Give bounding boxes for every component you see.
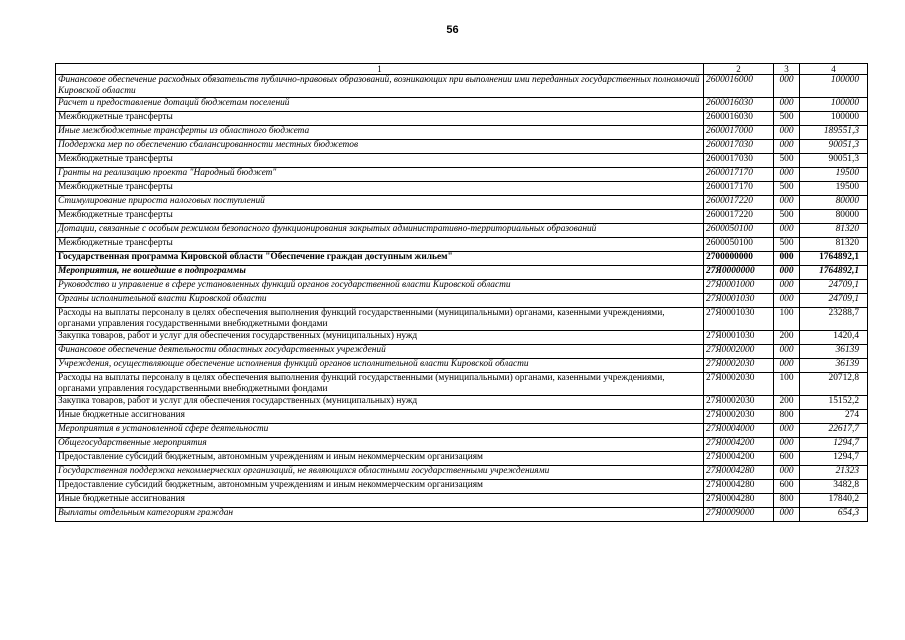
row-name-cell: Мероприятия, не вошедшие в подпрограммы xyxy=(56,266,704,280)
row-expense-type-cell: 000 xyxy=(774,508,800,522)
table-row xyxy=(56,210,868,224)
table-row xyxy=(56,373,868,396)
row-name-cell: Мероприятия в установленной сфере деятельности xyxy=(56,424,704,438)
row-amount-cell: 36139 xyxy=(800,359,868,373)
row-code-cell: 2600016000 xyxy=(704,75,774,98)
table-row xyxy=(56,480,868,494)
row-name-cell: Расчет и предоставление дотаций бюджетам поселений xyxy=(56,98,704,112)
table-row xyxy=(56,410,868,424)
table-row xyxy=(56,196,868,210)
row-code-cell: 27Я0002030 xyxy=(704,410,774,424)
table-row xyxy=(56,508,868,522)
table-row xyxy=(56,280,868,294)
row-code-cell: 2600016030 xyxy=(704,98,774,112)
row-amount-cell: 23288,7 xyxy=(800,308,868,331)
row-code-cell: 2700000000 xyxy=(704,252,774,266)
row-name-cell: Иные бюджетные ассигнования xyxy=(56,494,704,508)
row-expense-type-cell: 800 xyxy=(774,410,800,424)
row-code-cell: 27Я0000000 xyxy=(704,266,774,280)
row-amount-cell: 1764892,1 xyxy=(800,252,868,266)
row-expense-type-cell: 500 xyxy=(774,238,800,252)
row-expense-type-cell: 000 xyxy=(774,424,800,438)
column-header-expense-type: 3 xyxy=(774,64,800,75)
table-row xyxy=(56,331,868,345)
table-row xyxy=(56,168,868,182)
row-amount-cell: 654,3 xyxy=(800,508,868,522)
row-name-cell: Межбюджетные трансферты xyxy=(56,154,704,168)
row-amount-cell: 17840,2 xyxy=(800,494,868,508)
row-expense-type-cell: 100 xyxy=(774,308,800,331)
table-row xyxy=(56,308,868,331)
row-name-cell: Финансовое обеспечение расходных обязательств публично-правовых образований, возникающих при выполнении ими переданных государственных полномочий Кировской области xyxy=(56,75,704,98)
row-expense-type-cell: 000 xyxy=(774,126,800,140)
table-row xyxy=(56,238,868,252)
row-amount-cell: 80000 xyxy=(800,210,868,224)
row-expense-type-cell: 000 xyxy=(774,196,800,210)
row-expense-type-cell: 500 xyxy=(774,154,800,168)
table-row xyxy=(56,75,868,98)
table-row xyxy=(56,224,868,238)
budget-table xyxy=(55,63,868,522)
row-amount-cell: 100000 xyxy=(800,112,868,126)
row-amount-cell: 1764892,1 xyxy=(800,266,868,280)
row-code-cell: 27Я0002000 xyxy=(704,345,774,359)
row-amount-cell: 19500 xyxy=(800,168,868,182)
row-code-cell: 27Я0002030 xyxy=(704,373,774,396)
row-name-cell: Гранты на реализацию проекта "Народный бюджет" xyxy=(56,168,704,182)
row-code-cell: 2600017220 xyxy=(704,196,774,210)
row-expense-type-cell: 600 xyxy=(774,452,800,466)
row-name-cell: Государственная поддержка некоммерческих организаций, не являющихся областными государственными учреждениями xyxy=(56,466,704,480)
row-amount-cell: 1294,7 xyxy=(800,438,868,452)
row-amount-cell: 22617,7 xyxy=(800,424,868,438)
row-expense-type-cell: 000 xyxy=(774,345,800,359)
row-amount-cell: 100000 xyxy=(800,75,868,98)
row-amount-cell: 274 xyxy=(800,410,868,424)
row-amount-cell: 24709,1 xyxy=(800,294,868,308)
row-amount-cell: 90051,3 xyxy=(800,154,868,168)
row-expense-type-cell: 000 xyxy=(774,438,800,452)
row-name-cell: Расходы на выплаты персоналу в целях обеспечения выполнения функций государственными (муниципальными) органами, казенными учреждениями, органами управления государственными внебюджетными фондами xyxy=(56,308,704,331)
row-amount-cell: 81320 xyxy=(800,238,868,252)
table-row xyxy=(56,126,868,140)
row-code-cell: 27Я0004200 xyxy=(704,452,774,466)
table-row xyxy=(56,494,868,508)
row-expense-type-cell: 600 xyxy=(774,480,800,494)
table-row xyxy=(56,154,868,168)
row-expense-type-cell: 000 xyxy=(774,280,800,294)
row-expense-type-cell: 500 xyxy=(774,112,800,126)
row-name-cell: Руководство и управление в сфере установленных функций органов государственной власти Кировской области xyxy=(56,280,704,294)
table-row xyxy=(56,98,868,112)
row-expense-type-cell: 000 xyxy=(774,359,800,373)
row-name-cell: Межбюджетные трансферты xyxy=(56,112,704,126)
table-body xyxy=(56,75,868,522)
row-name-cell: Предоставление субсидий бюджетным, автономным учреждениям и иным некоммерческим организациям xyxy=(56,452,704,466)
table-row xyxy=(56,359,868,373)
row-amount-cell: 15152,2 xyxy=(800,396,868,410)
row-expense-type-cell: 000 xyxy=(774,75,800,98)
row-code-cell: 27Я0001030 xyxy=(704,331,774,345)
row-amount-cell: 90051,3 xyxy=(800,140,868,154)
table-row xyxy=(56,252,868,266)
row-name-cell: Финансовое обеспечение деятельности областных государственных учреждений xyxy=(56,345,704,359)
table-header-row xyxy=(56,64,868,75)
row-code-cell: 2600017170 xyxy=(704,182,774,196)
row-amount-cell: 20712,8 xyxy=(800,373,868,396)
row-code-cell: 27Я0002030 xyxy=(704,359,774,373)
row-name-cell: Стимулирование прироста налоговых поступлений xyxy=(56,196,704,210)
table-row xyxy=(56,112,868,126)
column-header-name: 1 xyxy=(56,64,704,75)
row-name-cell: Закупка товаров, работ и услуг для обеспечения государственных (муниципальных) нужд xyxy=(56,396,704,410)
page-number: 56 xyxy=(446,24,459,36)
row-expense-type-cell: 000 xyxy=(774,224,800,238)
row-expense-type-cell: 000 xyxy=(774,98,800,112)
table-row xyxy=(56,345,868,359)
row-code-cell: 27Я0001030 xyxy=(704,308,774,331)
row-expense-type-cell: 000 xyxy=(774,294,800,308)
table-row xyxy=(56,266,868,280)
row-name-cell: Межбюджетные трансферты xyxy=(56,238,704,252)
row-name-cell: Выплаты отдельным категориям граждан xyxy=(56,508,704,522)
row-code-cell: 27Я0004000 xyxy=(704,424,774,438)
row-code-cell: 2600050100 xyxy=(704,224,774,238)
row-amount-cell: 189551,3 xyxy=(800,126,868,140)
row-amount-cell: 1420,4 xyxy=(800,331,868,345)
row-amount-cell: 100000 xyxy=(800,98,868,112)
row-amount-cell: 81320 xyxy=(800,224,868,238)
row-amount-cell: 21323 xyxy=(800,466,868,480)
row-code-cell: 27Я0009000 xyxy=(704,508,774,522)
row-expense-type-cell: 000 xyxy=(774,466,800,480)
row-expense-type-cell: 500 xyxy=(774,182,800,196)
row-amount-cell: 80000 xyxy=(800,196,868,210)
row-code-cell: 2600016030 xyxy=(704,112,774,126)
row-expense-type-cell: 000 xyxy=(774,168,800,182)
row-code-cell: 27Я0004200 xyxy=(704,438,774,452)
row-name-cell: Межбюджетные трансферты xyxy=(56,182,704,196)
table-row xyxy=(56,396,868,410)
row-name-cell: Государственная программа Кировской области "Обеспечение граждан доступным жильем" xyxy=(56,252,704,266)
row-code-cell: 27Я0004280 xyxy=(704,480,774,494)
row-name-cell: Учреждения, осуществляющие обеспечение исполнения функций органов исполнительной власти Кировской области xyxy=(56,359,704,373)
column-header-amount: 4 xyxy=(800,64,868,75)
row-code-cell: 27Я0004280 xyxy=(704,466,774,480)
row-code-cell: 27Я0001000 xyxy=(704,280,774,294)
row-name-cell: Закупка товаров, работ и услуг для обеспечения государственных (муниципальных) нужд xyxy=(56,331,704,345)
table-row xyxy=(56,438,868,452)
row-expense-type-cell: 200 xyxy=(774,396,800,410)
row-name-cell: Иные бюджетные ассигнования xyxy=(56,410,704,424)
row-expense-type-cell: 800 xyxy=(774,494,800,508)
row-name-cell: Дотации, связанные с особым режимом безопасного функционирования закрытых административно-территориальных образований xyxy=(56,224,704,238)
row-code-cell: 2600017220 xyxy=(704,210,774,224)
row-code-cell: 27Я0001030 xyxy=(704,294,774,308)
row-expense-type-cell: 100 xyxy=(774,373,800,396)
table-row xyxy=(56,466,868,480)
row-expense-type-cell: 000 xyxy=(774,140,800,154)
row-amount-cell: 19500 xyxy=(800,182,868,196)
row-code-cell: 2600017030 xyxy=(704,140,774,154)
row-name-cell: Органы исполнительной власти Кировской области xyxy=(56,294,704,308)
row-expense-type-cell: 500 xyxy=(774,210,800,224)
row-amount-cell: 1294,7 xyxy=(800,452,868,466)
column-header-code: 2 xyxy=(704,64,774,75)
row-name-cell: Иные межбюджетные трансферты из областного бюджета xyxy=(56,126,704,140)
row-code-cell: 27Я0002030 xyxy=(704,396,774,410)
table-row xyxy=(56,140,868,154)
table-row xyxy=(56,294,868,308)
table-row xyxy=(56,182,868,196)
row-expense-type-cell: 000 xyxy=(774,252,800,266)
row-name-cell: Предоставление субсидий бюджетным, автономным учреждениям и иным некоммерческим организациям xyxy=(56,480,704,494)
table-row xyxy=(56,452,868,466)
row-amount-cell: 36139 xyxy=(800,345,868,359)
row-code-cell: 2600017030 xyxy=(704,154,774,168)
table-row xyxy=(56,424,868,438)
row-amount-cell: 3482,8 xyxy=(800,480,868,494)
row-code-cell: 2600017170 xyxy=(704,168,774,182)
row-expense-type-cell: 200 xyxy=(774,331,800,345)
row-expense-type-cell: 000 xyxy=(774,266,800,280)
row-amount-cell: 24709,1 xyxy=(800,280,868,294)
row-name-cell: Общегосударственные мероприятия xyxy=(56,438,704,452)
row-code-cell: 2600050100 xyxy=(704,238,774,252)
row-code-cell: 2600017000 xyxy=(704,126,774,140)
row-code-cell: 27Я0004280 xyxy=(704,494,774,508)
row-name-cell: Межбюджетные трансферты xyxy=(56,210,704,224)
row-name-cell: Расходы на выплаты персоналу в целях обеспечения выполнения функций государственными (муниципальными) органами, казенными учреждениями, органами управления государственными внебюджетными фондами xyxy=(56,373,704,396)
row-name-cell: Поддержка мер по обеспечению сбалансированности местных бюджетов xyxy=(56,140,704,154)
